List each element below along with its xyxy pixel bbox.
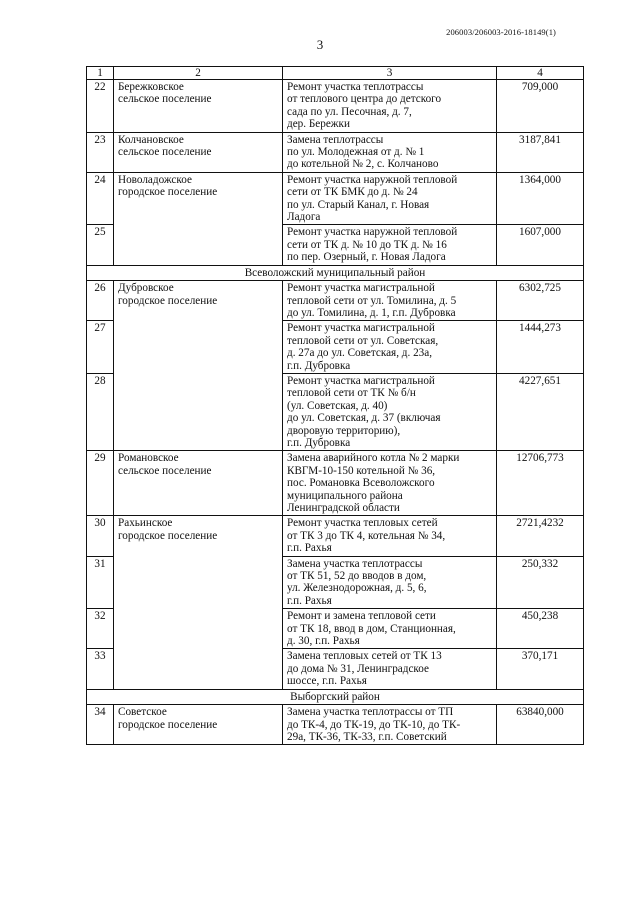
table-header-row	[87, 67, 584, 80]
work-description: Ремонт участка тепловых сетей от ТК 3 до ТК 4, котельная № 34, г.п. Рахья	[283, 516, 497, 556]
row-number: 29	[87, 451, 114, 516]
settlement-name: Колчановское сельское поселение	[114, 132, 283, 172]
section-row	[87, 689, 584, 704]
section-row	[87, 265, 584, 280]
amount-value: 1364,000	[497, 172, 584, 225]
amount-value: 6302,725	[497, 281, 584, 321]
amount-value: 1607,000	[497, 225, 584, 265]
amount-value: 450,238	[497, 609, 584, 649]
page-number: 3	[316, 37, 324, 52]
settlement-name: Романовское сельское поселение	[114, 451, 283, 516]
work-description: Ремонт и замена тепловой сети от ТК 18, ввод в дом, Станционная, д. 30, г.п. Рахья	[283, 609, 497, 649]
table-row	[87, 132, 584, 172]
row-number: 30	[87, 516, 114, 556]
header-col-2: 2	[114, 67, 283, 80]
works-table	[86, 66, 584, 745]
header-col-1: 1	[87, 67, 114, 80]
table-row	[87, 172, 584, 225]
document-code: 206003/206003-2016-18149(1)	[446, 27, 556, 37]
work-description: Ремонт участка магистральной тепловой сети от ул. Томилина, д. 5 до ул. Томилина, д. 1, г.п. Дубровка	[283, 281, 497, 321]
row-number: 25	[87, 225, 114, 265]
amount-value: 3187,841	[497, 132, 584, 172]
table-row	[87, 80, 584, 133]
row-number: 33	[87, 649, 114, 689]
table-row	[87, 705, 584, 745]
settlement-name: Дубровское городское поселение	[114, 281, 283, 451]
work-description: Ремонт участка магистральной тепловой сети от ТК № б/н (ул. Советская, д. 40) до ул. Советская, д. 37 (включая дворовую территорию), г.п. Дубровка	[283, 373, 497, 450]
work-description: Замена аварийного котла № 2 марки КВГМ-10-150 котельной № 36, пос. Романовка Всеволожского муниципального района Ленинградской области	[283, 451, 497, 516]
settlement-name: Новоладожское городское поселение	[114, 172, 283, 265]
section-heading-vyborgsky: Выборгский район	[87, 689, 584, 704]
row-number: 34	[87, 705, 114, 745]
settlement-name: Рахьинское городское поселение	[114, 516, 283, 689]
amount-value: 1444,273	[497, 321, 584, 374]
row-number: 24	[87, 172, 114, 225]
header-col-4: 4	[497, 67, 584, 80]
settlement-name: Советское городское поселение	[114, 705, 283, 745]
table-row	[87, 281, 584, 321]
row-number: 28	[87, 373, 114, 450]
work-description: Ремонт участка наружной тепловой сети от ТК БМК до д. № 24 по ул. Старый Канал, г. Новая Ладога	[283, 172, 497, 225]
amount-value: 709,000	[497, 80, 584, 133]
amount-value: 370,171	[497, 649, 584, 689]
work-description: Замена участка теплотрассы от ТК 51, 52 до вводов в дом, ул. Железнодорожная, д. 5, 6, г.п. Рахья	[283, 556, 497, 609]
table-row	[87, 451, 584, 516]
row-number: 32	[87, 609, 114, 649]
row-number: 31	[87, 556, 114, 609]
amount-value: 2721,4232	[497, 516, 584, 556]
row-number: 26	[87, 281, 114, 321]
work-description: Ремонт участка наружной тепловой сети от ТК д. № 10 до ТК д. № 16 по пер. Озерный, г. Новая Ладога	[283, 225, 497, 265]
work-description: Замена участка теплотрассы от ТП до ТК-4, до ТК-19, до ТК-10, до ТК- 29а, ТК-36, ТК-33, г.п. Советский	[283, 705, 497, 745]
work-description: Замена теплотрассы по ул. Молодежная от д. № 1 до котельной № 2, с. Колчаново	[283, 132, 497, 172]
header-col-3: 3	[283, 67, 497, 80]
row-number: 23	[87, 132, 114, 172]
amount-value: 63840,000	[497, 705, 584, 745]
row-number: 22	[87, 80, 114, 133]
section-heading-vsevolozhsky: Всеволожский муниципальный район	[87, 265, 584, 280]
amount-value: 4227,651	[497, 373, 584, 450]
table-row	[87, 516, 584, 556]
work-description: Замена тепловых сетей от ТК 13 до дома № 31, Ленинградское шоссе, г.п. Рахья	[283, 649, 497, 689]
work-description: Ремонт участка магистральной тепловой сети от ул. Советская, д. 27а до ул. Советская, д. 23а, г.п. Дубровка	[283, 321, 497, 374]
work-description: Ремонт участка теплотрассы от теплового центра до детского сада по ул. Песочная, д. 7, дер. Бережки	[283, 80, 497, 133]
settlement-name: Бережковское сельское поселение	[114, 80, 283, 133]
amount-value: 250,332	[497, 556, 584, 609]
amount-value: 12706,773	[497, 451, 584, 516]
row-number: 27	[87, 321, 114, 374]
